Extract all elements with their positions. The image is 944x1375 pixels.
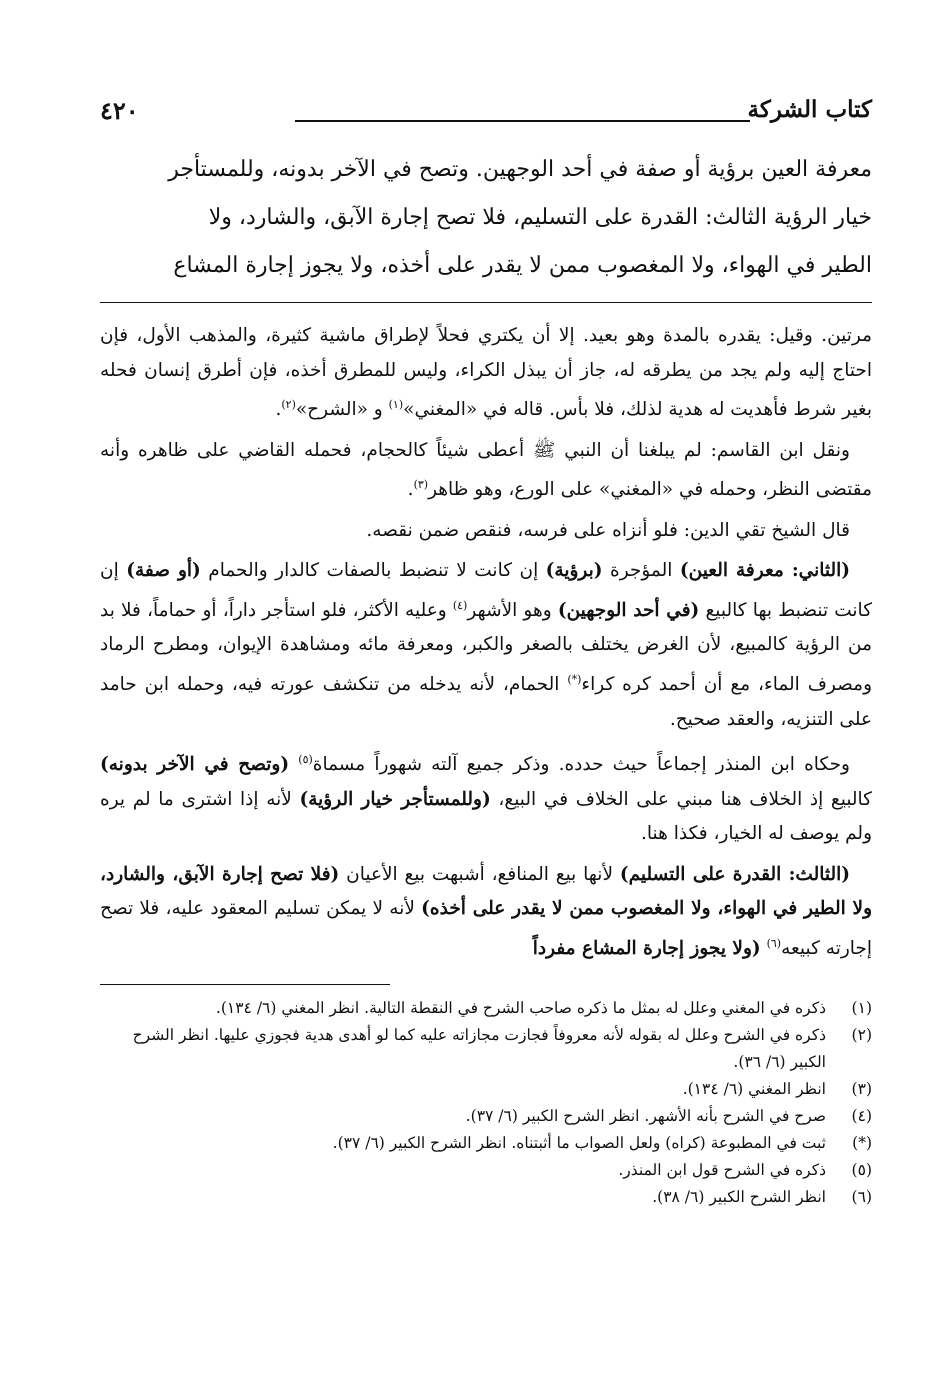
footnote-separator [100,984,390,985]
footnote-text: ذكره في الشرح قول ابن المنذر. [618,1161,826,1180]
running-header [100,96,872,136]
commentary-paragraph: (الثاني: معرفة العين) المؤجرة (برؤية) إن كانت لا تنضبط بالصفات كالدار والحمام (أو صفة) إن كانت تنضبط بها كالبيع (في أحد الوجهين) وهو الأشهر$^{(٤)}$ وعليه الأكثر، فلو استأجر داراً، أو حماماً، فلا بد من الرؤية كالمبيع، لأن الغرض يختلف بالصغر والكبر، ومعرفة مائه ومشاهدة الإيوان، ومطرح الرماد ومصرف الماء، مع أن أحمد كره كراء(*) الحمام، لأنه يدخله من تنكشف عورته فيه، وحمله ابن حامد على التنزيه، والعقد صحيح. [100,560,873,730]
footnote-text: صرح في الشرح بأنه الأشهر. انظر الشرح الكبير (٦/ ٣٧). [465,1107,826,1126]
footnote-marker: (٢) [851,1026,872,1045]
commentary-paragraph: مرتين. وقيل: يقدره بالمدة وهو بعيد. إلا أن يكتري فحلاً لإطراق ماشية كثيرة، والمذهب الأول، فإن احتاج إليه ولم يجد من يطرقه له، جاز أن يبذل الكراء، وليس للمطرق أخذه، فإن أطرق إنسان فحله بغير شرط فأهديت له هدية لذلك، فلا بأس. قاله في «المغني»$^{(١)}$ و «الشرح»$^{(٢)}$. [100,325,872,421]
header-rule [295,120,750,122]
footnote-text: انظر المغني (٦/ ١٣٤). [682,1080,826,1099]
footnote [100,1022,872,1076]
footnote-text: ذكره في المغني وعلل له بمثل ما ذكره صاحب الشرح في النقطة التالية. انظر المغني (٦/ ١٣٤). [215,999,826,1018]
footnote-text: انظر الشرح الكبير (٦/ ٣٨). [652,1188,826,1207]
footnote-ref[interactable]: (٤) [452,598,468,612]
footnote-ref[interactable]: (٣) [413,478,429,492]
book-title: كتاب الشركة [747,96,872,123]
matn-line: خيار الرؤية الثالث: القدرة على التسليم، فلا تصح إجارة الآبق، والشارد، ولا [208,205,872,230]
footnote-ref[interactable]: (٢) [281,398,296,411]
commentary-paragraph: قال الشيخ تقي الدين: فلو أنزاه على فرسه، فنقص ضمن نقصه. [366,519,850,541]
footnote-marker: (٣) [851,1080,872,1099]
footnote-ref[interactable]: (٦) [766,936,782,950]
footnote-marker: (٤) [851,1107,872,1126]
footnotes [100,995,872,1211]
footnote [100,1157,872,1184]
matn-text [100,146,872,290]
footnote [100,1103,872,1130]
footnote-marker: (*) [852,1134,872,1153]
footnote-text: ذكره في الشرح وعلل له بقوله لأنه معروفاً فجازت مجازاته عليه كما لو أهدى هدية فجوزي عليها. انظر الشرح الكبير (٦/ ٣٦). [132,1026,826,1072]
footnote-ref[interactable]: (٥) [298,753,313,767]
footnote [100,995,872,1022]
commentary-paragraph: (الثالث: القدرة على التسليم) لأنها بيع المنافع، أشبهت بيع الأعيان (فلا تصح إجارة الآبق، والشارد، ولا الطير في الهواء، ولا المغصوب ممن لا يقدر على أخذه) لأنه لا يمكن تسليم المعقود عليه، فلا تصح إجارته كبيعه$^{(٦)}$ (ولا يجوز إجارة المشاع مفرداً [100,863,873,959]
matn-separator [100,302,872,303]
footnote [100,1130,872,1157]
matn-line: معرفة العين برؤية أو صفة في أحد الوجهين. وتصح في الآخر بدونه، وللمستأجر [168,157,872,182]
commentary-paragraph: ونقل ابن القاسم: لم يبلغنا أن النبي ﷺ أعطى شيئاً كالحجام، فحمله القاضي على ظاهره وأنه مقتضى النظر، وحمله في «المغني» على الورع، وهو ظاهر$^{(٣)}$. [100,439,872,501]
footnote [100,1076,872,1103]
page-number: ٤٢٠ [100,96,139,125]
footnote-marker: (١) [851,999,872,1018]
footnote [100,1184,872,1211]
commentary [100,319,872,966]
page [100,96,872,1211]
footnote-text: ثبت في المطبوعة (كراه) ولعل الصواب ما أثبتناه. انظر الشرح الكبير (٦/ ٣٧). [332,1134,826,1153]
footnote-marker: (٦) [851,1188,872,1207]
matn-line: الطير في الهواء، ولا المغصوب ممن لا يقدر على أخذه، ولا يجوز إجارة المشاع [173,253,872,278]
footnote-ref[interactable]: (*) [567,672,582,686]
commentary-paragraph: وحكاه ابن المنذر إجماعاً حيث حدده. وذكر جميع آلته شهوراً مسماة$^{(٥)}$ (وتصح في الآخر بدونه) كالبيع إذ الخلاف هنا مبني على الخلاف في البيع، (وللمستأجر خيار الرؤية) لأنه إذا اشترى ما لم يره ولم يوصف له الخيار، فكذا هنا. [100,753,872,845]
footnote-marker: (٥) [851,1161,872,1180]
footnote-ref[interactable]: (١) [388,398,404,411]
